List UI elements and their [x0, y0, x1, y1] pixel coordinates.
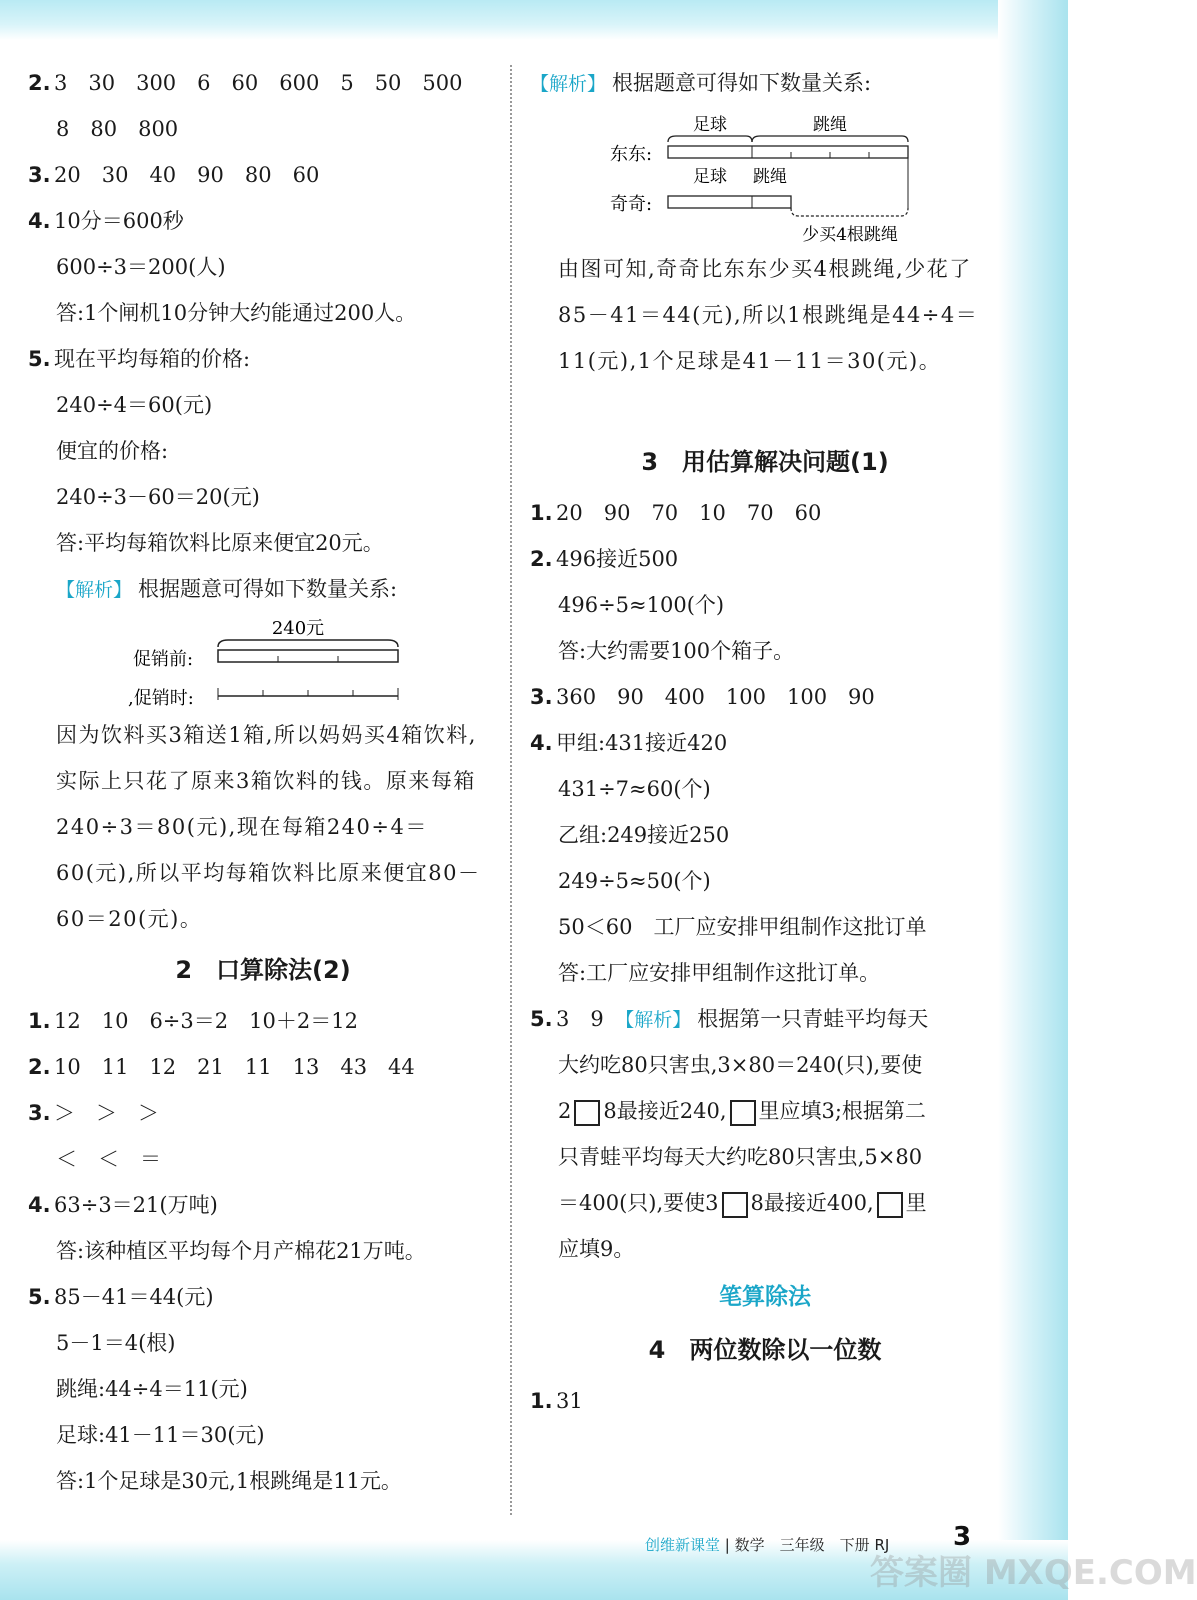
- qiqi-label: 奇奇:: [610, 194, 653, 215]
- dongdong-label: 东东:: [610, 144, 653, 165]
- left-q2: 2. 3 30 300 6 60 600 5 50 500: [28, 71, 463, 95]
- top-ball-brace: [668, 136, 752, 142]
- s3-q2: 2. 496接近500: [530, 547, 679, 571]
- left-q5: 5. 现在平均每箱的价格:: [28, 347, 251, 371]
- total-brace: [218, 640, 398, 647]
- left-q5-line3: 便宜的价格:: [56, 439, 169, 463]
- s3-q5-p4: 只青蛙平均每天大约吃80只害虫,5×80: [558, 1145, 923, 1169]
- analysis-tag: 【解析】: [624, 1009, 692, 1031]
- page-footer: 创维新课堂 | 数学 三年级 下册 RJ: [645, 1536, 890, 1554]
- left-q5-line4: 240÷3－60＝20(元): [56, 485, 260, 509]
- price-diagram-svg: [28, 612, 498, 712]
- s3-q4-line5: 50＜60 工厂应安排甲组制作这批订单: [558, 915, 927, 939]
- s2-q5-answer: 答:1个足球是30元,1根跳绳是11元。: [56, 1469, 402, 1493]
- before-bar: [218, 650, 398, 662]
- s2-q3-line2: ＜ ＜ ＝: [56, 1147, 161, 1171]
- bottom-label: 少买4根跳绳: [802, 225, 898, 245]
- s3-q2-answer: 答:大约需要100个箱子。: [558, 639, 795, 663]
- s4-q1: 1. 31: [530, 1389, 583, 1413]
- left-q4: 4. 10分＝600秒: [28, 209, 184, 233]
- s3-q4-line2: 431÷7≈60(个): [558, 777, 711, 801]
- s2-q3: 3. ＞ ＞ ＞: [28, 1101, 159, 1125]
- diagram-total-label: 240元: [271, 618, 325, 639]
- s2-q5-line3: 跳绳:44÷4＝11(元): [56, 1377, 248, 1401]
- left-q2-line2: 8 80 800: [56, 117, 179, 141]
- qiqi-bar: [668, 196, 791, 208]
- s3-q4: 4. 甲组:431接近420: [530, 731, 728, 755]
- s2-q4: 4. 63÷3＝21(万吨): [28, 1193, 218, 1217]
- analysis-tag: 【解析】: [530, 73, 607, 95]
- s3-q5-p3: 2 8最接近240, 里应填3;根据第二: [530, 1088, 1000, 1134]
- right-wave-border: [998, 0, 1068, 1560]
- left-column: [28, 60, 498, 1504]
- right-analysis-paragraph: 由图可知,奇奇比东东少买4根跳绳,少花了85－41＝44(元),所以1根跳绳是44÷4＝11(元),1个足球是41－11＝30(元)。: [558, 257, 979, 373]
- right-analysis-intro: 【解析】 根据题意可得如下数量关系:: [530, 71, 872, 95]
- section-2-heading: 2 口算除法(2): [175, 956, 351, 984]
- rope-ball-diagram-svg: [530, 106, 1000, 246]
- dongdong-bar: [668, 146, 908, 158]
- row2-label: ,促销时:: [128, 688, 194, 709]
- s2-q2: 2. 10 11 12 21 11 13 43 44: [28, 1055, 415, 1079]
- s3-q3: 3. 360 90 400 100 100 90: [530, 685, 875, 709]
- blank-box: [722, 1192, 748, 1218]
- section-3-heading: 3 用估算解决问题(1): [641, 448, 889, 476]
- blank-box: [574, 1100, 600, 1126]
- rope-ball-diagram: [530, 106, 1000, 246]
- missing-brace: [791, 208, 908, 216]
- top-rope-label: 跳绳: [813, 115, 847, 135]
- top-ball-label: 足球: [693, 115, 727, 135]
- blank-box: [730, 1100, 756, 1126]
- s3-q2-line2: 496÷5≈100(个): [558, 593, 725, 617]
- s3-q4-answer: 答:工厂应安排甲组制作这批订单。: [558, 961, 881, 985]
- s3-q4-line3: 乙组:249接近250: [558, 823, 730, 847]
- mid-ball-label: 足球: [693, 167, 727, 187]
- s3-q5: 5. 3 9 【解析】 根据第一只青蛙平均每天: [530, 1007, 929, 1031]
- s3-q4-line4: 249÷5≈50(个): [558, 869, 711, 893]
- left-analysis-intro: 【解析】 根据题意可得如下数量关系:: [56, 577, 398, 601]
- top-wave-border: [0, 0, 1068, 40]
- left-analysis-paragraph: 因为饮料买3箱送1箱,所以妈妈买4箱饮料,实际上只花了原来3箱饮料的钱。原来每箱240÷3＝80(元),现在每箱240÷4＝60(元),所以平均每箱饮料比原来便宜80－60＝20(元)。: [56, 723, 481, 931]
- top-rope-brace: [752, 136, 908, 142]
- s2-q5-line2: 5－1＝4(根): [56, 1331, 176, 1355]
- blank-box: [877, 1192, 903, 1218]
- footer-brand: 创维新课堂: [645, 1536, 721, 1554]
- left-q3: 3. 20 30 40 90 80 60: [28, 163, 320, 187]
- s3-q5-p5: ＝400(只),要使3 8最接近400, 里: [530, 1180, 1000, 1226]
- page-number: 3: [953, 1522, 972, 1552]
- left-q5-answer: 答:平均每箱饮料比原来便宜20元。: [56, 531, 384, 555]
- price-diagram: [28, 612, 498, 712]
- s3-q5-p2: 大约吃80只害虫,3×80＝240(只),要使: [558, 1053, 923, 1077]
- s2-q1: 1. 12 10 6÷3＝2 10＋2＝12: [28, 1009, 358, 1033]
- row1-label: 促销前:: [133, 649, 194, 670]
- right-column: [530, 60, 1000, 1424]
- s3-q1: 1. 20 90 70 10 70 60: [530, 501, 822, 525]
- section-4-heading: 4 两位数除以一位数: [648, 1336, 882, 1364]
- left-q4-answer: 答:1个闸机10分钟大约能通过200人。: [56, 301, 417, 325]
- watermark: 答案圈 MXQE.COM: [870, 1553, 1197, 1593]
- s2-q4-answer: 答:该种植区平均每个月产棉花21万吨。: [56, 1239, 426, 1263]
- category-title: 笔算除法: [719, 1284, 811, 1310]
- s3-q5-p6: 应填9。: [558, 1237, 635, 1261]
- s2-q5: 5. 85－41＝44(元): [28, 1285, 214, 1309]
- column-divider: [510, 65, 512, 1515]
- left-q5-line2: 240÷4＝60(元): [56, 393, 213, 417]
- mid-rope-label: 跳绳: [753, 167, 787, 187]
- s2-q5-line4: 足球:41－11＝30(元): [56, 1423, 265, 1447]
- left-q4-line2: 600÷3＝200(人): [56, 255, 226, 279]
- analysis-tag: 【解析】: [56, 579, 133, 601]
